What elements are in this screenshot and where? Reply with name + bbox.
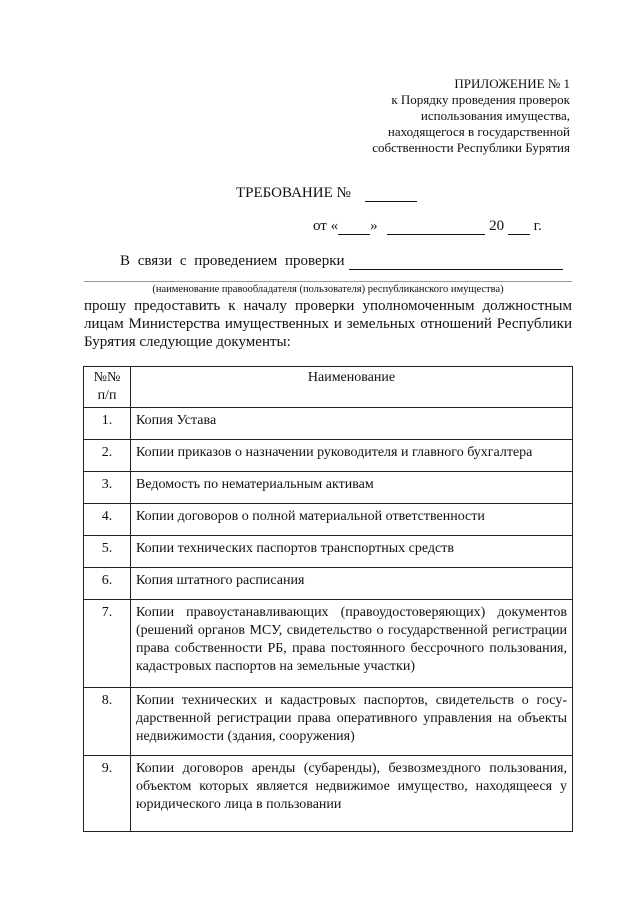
row-num: 6. xyxy=(84,568,131,600)
table-header-row xyxy=(84,367,573,408)
table-row xyxy=(84,472,573,504)
row-num: 5. xyxy=(84,536,131,568)
row-name: Копии правоустанавливающих (правоудостоверяющих) документов (решений органов МСУ, свидетельство о государственной регистрации права собственности РБ, права постоянного бессрочного пользования, кадастровых паспортов на земельные участки) xyxy=(131,600,573,688)
date-prefix: от « xyxy=(313,218,339,234)
date-line xyxy=(313,218,542,235)
inspection-line xyxy=(120,253,563,270)
owner-hint: (наименование правообладателя (пользователя) республиканского имущества) xyxy=(152,284,504,295)
table-row xyxy=(84,756,573,832)
header-num: №№ п/п xyxy=(84,367,131,408)
row-num: 3. xyxy=(84,472,131,504)
table-row xyxy=(84,440,573,472)
table-row xyxy=(84,688,573,756)
row-num: 4. xyxy=(84,504,131,536)
row-name: Копии технических и кадастровых паспортов, свидетельств о государственной регистрации права оперативного управления на объекты недвижимости (здания, сооружения) xyxy=(131,688,573,756)
table-row xyxy=(84,536,573,568)
row-num: 2. xyxy=(84,440,131,472)
row-name: Копия штатного расписания xyxy=(131,568,573,600)
row-num: 7. xyxy=(84,600,131,688)
year-blank xyxy=(508,221,530,235)
date-mid: » xyxy=(370,218,378,234)
row-num: 1. xyxy=(84,408,131,440)
row-name: Копии договоров о полной материальной ответственности xyxy=(131,504,573,536)
year-suffix: г. xyxy=(533,218,542,234)
request-paragraph: прошу предоставить к началу проверки уполномоченным должностным лицам Министерства имущественных и земельных отношений Республики Бурятия следующие документы: xyxy=(84,298,572,350)
number-blank xyxy=(365,187,417,202)
inspection-text: В связи с проведением проверки xyxy=(120,253,345,269)
row-num: 8. xyxy=(84,688,131,756)
document-title xyxy=(236,185,417,202)
table-row xyxy=(84,408,573,440)
appendix-block xyxy=(310,76,570,156)
row-name: Копия Устава xyxy=(131,408,573,440)
row-name: Копии договоров аренды (субаренды), безвозмездного пользования, объектом которых является недвижимое имущество, находящееся у юридического лица в пользовании xyxy=(131,756,573,832)
header-name: Наименование xyxy=(131,367,573,408)
row-num: 9. xyxy=(84,756,131,832)
appendix-line: ПРИЛОЖЕНИЕ № 1 xyxy=(454,76,570,91)
table-row xyxy=(84,568,573,600)
inspection-blank xyxy=(349,256,563,270)
title-text: ТРЕБОВАНИЕ № xyxy=(236,185,351,201)
table-row xyxy=(84,600,573,688)
owner-blank-line xyxy=(84,281,572,282)
month-blank xyxy=(387,221,485,235)
row-name: Копии приказов о назначении руководителя и главного бухгалтера xyxy=(131,440,573,472)
appendix-line: собственности Республики Бурятия xyxy=(372,140,570,155)
row-name: Копии технических паспортов транспортных средств xyxy=(131,536,573,568)
appendix-line: к Порядку проведения проверок xyxy=(391,92,570,107)
day-blank xyxy=(338,221,370,235)
table-row xyxy=(84,504,573,536)
year-prefix: 20 xyxy=(489,218,505,234)
appendix-line: использования имущества, xyxy=(420,108,570,123)
appendix-line: находящегося в государственной xyxy=(387,124,570,139)
row-name: Ведомость по нематериальным активам xyxy=(131,472,573,504)
documents-table xyxy=(83,366,573,832)
